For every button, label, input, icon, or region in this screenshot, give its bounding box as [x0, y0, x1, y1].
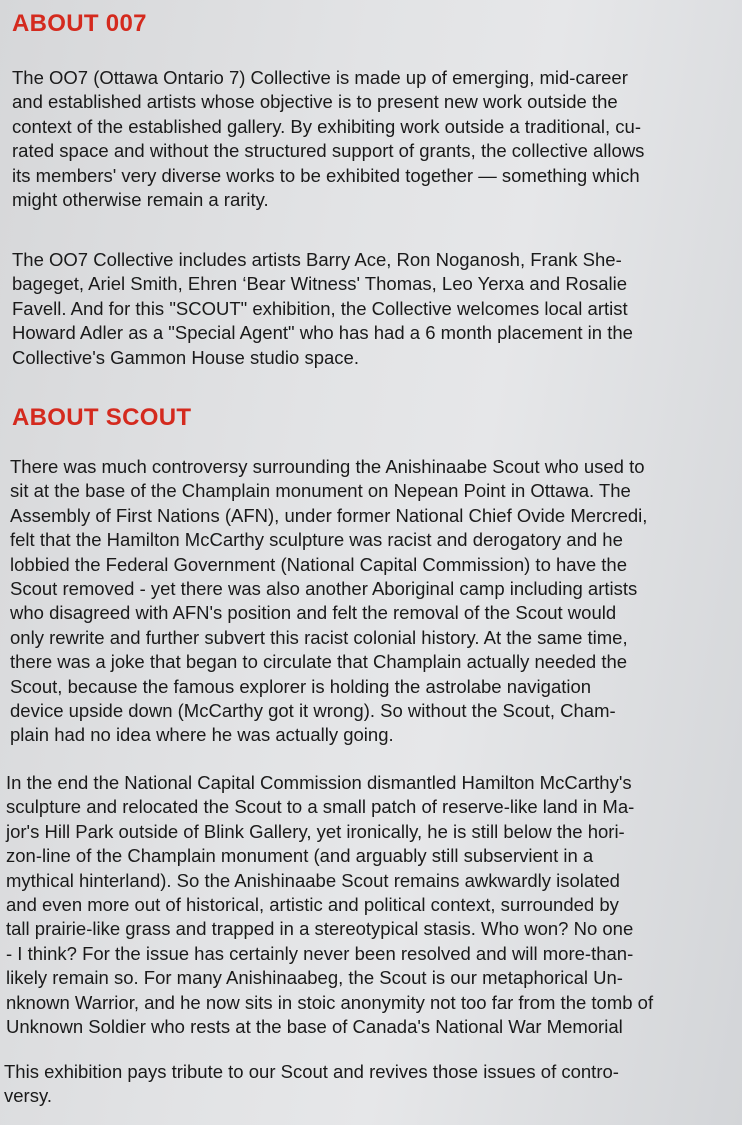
text-line: sit at the base of the Champlain monument on Nepean Point in Ottawa. The — [10, 480, 631, 502]
text-line: versy. — [4, 1085, 52, 1107]
text-line: context of the established gallery. By exhibiting work outside a traditional, cu- — [12, 115, 641, 137]
text-line: rated space and without the structured support of grants, the collective allows — [12, 140, 645, 162]
about-scout-paragraph-1 — [10, 455, 738, 748]
text-line: felt that the Hamilton McCarthy sculpture was racist and derogatory and he — [10, 529, 623, 551]
text-line: Favell. And for this "SCOUT" exhibition, the Collective welcomes local artist — [12, 297, 628, 319]
about-007-paragraph-2 — [12, 248, 740, 370]
text-line: Scout, because the famous explorer is holding the astrolabe navigation — [10, 675, 592, 697]
text-line: there was a joke that began to circulate that Champlain actually needed the — [10, 651, 628, 673]
text-line: Scout removed - yet there was also another Aboriginal camp including artists — [10, 578, 638, 600]
text-line: and established artists whose objective is to present new work outside the — [12, 91, 618, 113]
text-line: bageget, Ariel Smith, Ehren ‘Bear Witness' Thomas, Leo Yerxa and Rosalie — [12, 273, 628, 295]
text-line: sculpture and relocated the Scout to a small patch of reserve-like land in Ma- — [6, 796, 635, 818]
text-line: This exhibition pays tribute to our Scout and revives those issues of contro- — [4, 1061, 619, 1082]
text-line: might otherwise remain a rarity. — [12, 189, 269, 211]
text-line: jor's Hill Park outside of Blink Gallery, yet ironically, he is still below the hori- — [6, 820, 625, 842]
text-line: - I think? For the issue has certainly never been resolved and will more-than- — [6, 942, 634, 964]
text-line: Collective's Gammon House studio space. — [12, 346, 359, 368]
text-line: nknown Warrior, and he now sits in stoic anonymity not too far from the tomb of — [6, 991, 654, 1013]
text-line: There was much controversy surrounding the Anishinaabe Scout who used to — [10, 456, 645, 477]
about-007-paragraph-1 — [12, 66, 740, 212]
about-007-heading: ABOUT 007 — [12, 10, 147, 37]
text-line: zon-line of the Champlain monument (and arguably still subservient in a — [6, 845, 594, 867]
text-line: device upside down (McCarthy got it wrong). So without the Scout, Cham- — [10, 700, 616, 722]
about-scout-paragraph-2 — [6, 771, 734, 1039]
text-line: lobbied the Federal Government (National Capital Commission) to have the — [10, 553, 627, 575]
text-line: The OO7 (Ottawa Ontario 7) Collective is made up of emerging, mid-career — [12, 67, 628, 88]
text-line: likely remain so. For many Anishinaabeg, the Scout is our metaphorical Un- — [6, 967, 623, 989]
text-line: mythical hinterland). So the Anishinaabe Scout remains awkwardly isolated — [6, 869, 620, 891]
text-line: tall prairie-like grass and trapped in a stereotypical stasis. Who won? No one — [6, 918, 634, 940]
text-line: its members' very diverse works to be exhibited together — something which — [12, 164, 640, 186]
text-line: Unknown Soldier who rests at the base of Canada's National War Memorial — [6, 1016, 623, 1038]
text-line: Howard Adler as a "Special Agent" who has had a 6 month placement in the — [12, 322, 633, 344]
text-line: and even more out of historical, artistic and political context, surrounded by — [6, 894, 619, 916]
about-scout-paragraph-3 — [4, 1060, 732, 1109]
text-line: In the end the National Capital Commission dismantled Hamilton McCarthy's — [6, 772, 632, 793]
text-line: The OO7 Collective includes artists Barry Ace, Ron Noganosh, Frank She- — [12, 249, 622, 270]
text-line: only rewrite and further subvert this racist colonial history. At the same time, — [10, 626, 628, 648]
text-line: who disagreed with AFN's position and felt the removal of the Scout would — [10, 602, 617, 624]
about-scout-heading: ABOUT SCOUT — [12, 404, 192, 431]
text-line: Assembly of First Nations (AFN), under former National Chief Ovide Mercredi, — [10, 504, 648, 526]
text-line: plain had no idea where he was actually going. — [10, 724, 394, 746]
